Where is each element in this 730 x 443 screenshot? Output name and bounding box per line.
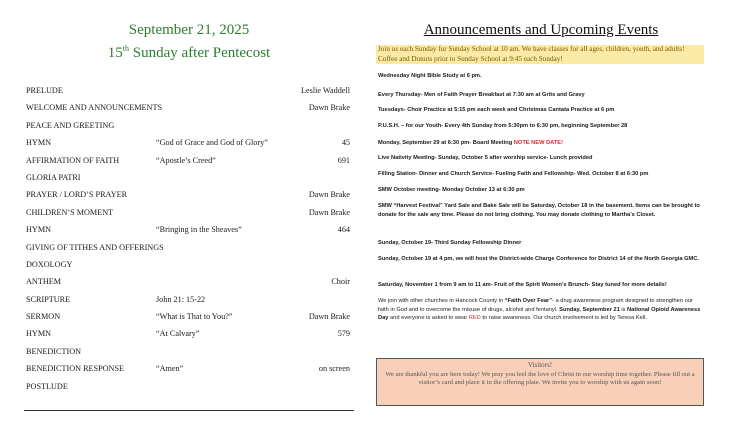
announcement-tuesday: Tuesdays- Choir Practice at 5:15 pm each week and Christmas Cantata Practice at 6 pm: [378, 107, 615, 113]
worship-row-item: PRAYER / LORD’S PRAYER: [26, 190, 128, 200]
announcement-womens-brunch: Saturday, November 1 from 9 am to 11 am- Fruit of the Spirit Women’s Brunch- Stay tuned for more details!: [378, 282, 667, 288]
worship-row-right: Dawn Brake: [308, 207, 350, 217]
worship-row-title: John 21: 15-22: [156, 294, 206, 304]
worship-row-title: “What is That to You?”: [156, 312, 233, 322]
worship-row: [26, 134, 352, 151]
worship-row: [26, 291, 352, 308]
visitors-title: Visitors!: [527, 361, 553, 369]
worship-row-item: HYMN: [26, 138, 52, 148]
worship-row-right: on screen: [318, 364, 350, 374]
worship-row-item: SCRIPTURE: [26, 294, 71, 304]
worship-row-item: DOXOLOGY: [26, 259, 73, 269]
worship-row-item: PEACE AND GREETING: [26, 120, 115, 130]
worship-row-item: CHILDREN’S MOMENT: [26, 207, 114, 217]
announcements-panel: [376, 0, 706, 443]
worship-row-item: AFFIRMATION OF FAITH: [26, 155, 120, 165]
order-of-worship: [24, 0, 354, 443]
worship-row: [26, 221, 352, 238]
worship-row-right: Choir: [331, 277, 350, 287]
worship-row-right: Dawn Brake: [308, 312, 350, 322]
fear-text-2: - a drug awareness program designed to strengthen our faith in God and to overcome the misuse of drugs, alcohol and fentanyl.: [378, 298, 693, 313]
worship-order-list: [26, 82, 352, 395]
fear-date: Sunday, September 21: [559, 306, 620, 313]
worship-row-item: SERMON: [26, 312, 61, 322]
worship-row-item: HYMN: [26, 329, 52, 339]
worship-row: [26, 308, 352, 325]
worship-row: [26, 152, 352, 169]
sunday-school-highlight: Join us each Sunday for Sunday School at 10 am. We have classes for all ages, children, youth, and adults! Coffee and Donuts prior to Sunday School at 9:45 each Sunday!: [376, 45, 704, 64]
announcement-filling-station: Filling Station- Dinner and Church Service- Fueling Faith and Fellowship- Wed. October 8 at 6:30 pm: [378, 171, 649, 177]
worship-row-title: “Amen”: [156, 364, 184, 374]
worship-row-right: Leslie Waddell: [301, 86, 350, 95]
worship-row: [26, 273, 352, 290]
worship-row-item: HYMN: [26, 225, 52, 235]
worship-row: [26, 343, 352, 360]
fear-program-name: “Faith Over Fear”: [504, 298, 553, 304]
worship-row-title: “God of Grace and God of Glory”: [156, 138, 268, 148]
divider-line: [24, 410, 354, 411]
worship-row-title: “Bringing in the Sheaves”: [156, 225, 242, 235]
worship-row: [26, 117, 352, 134]
board-meeting-text: Monday, September 29 at 6:30 pm- Board Meeting: [378, 140, 514, 146]
visitors-box: [376, 358, 704, 406]
board-meeting-note: NOTE NEW DATE!: [513, 140, 563, 146]
fear-red-word: RED: [468, 315, 481, 322]
announcements-title: Announcements and Upcoming Events: [423, 22, 659, 38]
worship-row-right: 579: [337, 329, 350, 339]
worship-row: [26, 99, 352, 116]
worship-row-item: PRELUDE: [26, 86, 63, 95]
worship-row: [26, 378, 352, 395]
announcement-push: P.U.S.H. – for our Youth- Every 4th Sunday from 5:30pm to 6:30 pm, beginning September 28: [378, 123, 628, 129]
bulletin-date: September 21, 2025: [128, 22, 250, 38]
visitors-text: We are thankful you are here today! We pray you feel the love of Christ in our worship time together. Please fill out a visitor’s card and place it in the offering plate. We invite you to worship with us again soon!: [385, 370, 695, 387]
announcement-board-meeting: [378, 139, 704, 148]
liturgical-sunday: [24, 44, 354, 62]
worship-row: [26, 325, 352, 342]
worship-row: [26, 204, 352, 221]
worship-row-right: 45: [341, 138, 350, 148]
worship-row: [26, 186, 352, 203]
worship-row-title: “Apostle’s Creed”: [156, 155, 216, 165]
worship-row: [26, 239, 352, 256]
worship-row: [26, 82, 352, 99]
worship-row-item: POSTLUDE: [26, 381, 68, 391]
announcement-nativity: Live Nativity Meeting- Sunday, October 5 after worship service- Lunch provided: [378, 155, 593, 161]
worship-row: [26, 360, 352, 377]
announcement-smw-meeting: SMW October meeting- Monday October 13 at 6:30 pm: [378, 187, 525, 193]
worship-row-right: Dawn Brake: [308, 190, 350, 200]
worship-row-title: “At Calvary”: [156, 329, 200, 339]
worship-row-item: GLORIA PATRI: [26, 172, 81, 182]
worship-row-right: 464: [337, 225, 350, 235]
fear-day-name: National Opioid Awareness Day: [378, 306, 701, 322]
worship-row-item: BENEDICTION RESPONSE: [26, 364, 125, 374]
worship-row-item: WELCOME AND ANNOUNCEMENTS: [26, 103, 162, 113]
sunday-name: Sunday after Pentecost: [129, 45, 271, 61]
fear-text-5: to raise awareness. Our church involvement is led by Teresa Kell.: [480, 315, 647, 322]
fear-text-3: is: [619, 306, 628, 313]
announcement-wednesday: Wednesday Night Bible Study at 6 pm.: [378, 73, 482, 79]
sunday-number: 15: [107, 45, 123, 61]
worship-row-right: Dawn Brake: [308, 103, 350, 113]
announcement-harvest-festival: SMW “Harvest Festival” Yard Sale and Bake Sale will be Saturday, October 18 in the basement. Items can be brought to donate for the sale any time. Please do not bring clothing. You may donate clothing to Martha’s Closet.: [378, 203, 700, 218]
worship-row-right: 691: [337, 155, 350, 165]
fear-text-4: and everyone is asked to wear: [388, 315, 469, 322]
worship-row-item: BENEDICTION: [26, 346, 82, 356]
announcement-charge-conference: Sunday, October 19 at 4 pm, we will host the District-wide Charge Conference for District 14 of the North Georgia GMC.: [378, 256, 699, 262]
worship-row: [26, 256, 352, 273]
worship-row-item: ANTHEM: [26, 277, 62, 287]
announcement-faith-over-fear: [378, 297, 704, 323]
announcement-thursday: Every Thursday- Men of Faith Prayer Breakfast at 7:30 am at Grits and Gravy: [378, 92, 585, 98]
worship-row: [26, 169, 352, 186]
sunday-ordinal: th: [122, 44, 129, 53]
fear-text-1: We join with other churches in Hancock County in: [378, 298, 505, 304]
announcement-fellowship-dinner: Sunday, October 19- Third Sunday Fellowship Dinner: [378, 240, 522, 246]
worship-row-item: GIVING OF TITHES AND OFFERINGS: [26, 242, 164, 252]
